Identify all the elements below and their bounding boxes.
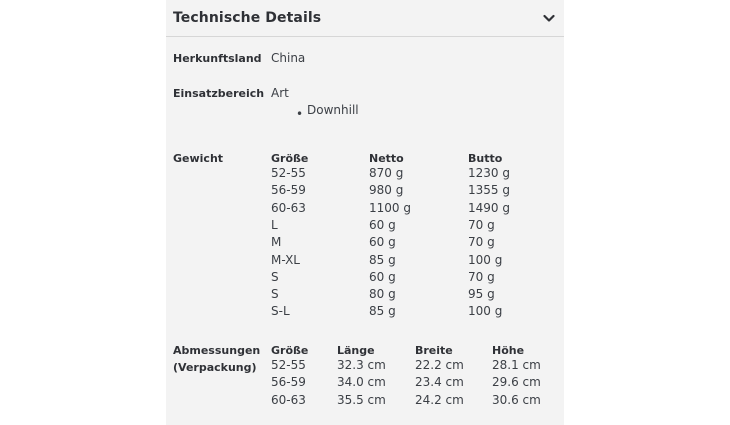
table-cell: 35.5 cm — [337, 392, 386, 407]
table-cell: 22.2 cm — [415, 358, 464, 372]
dimensions-sublabel: (Verpackung) — [173, 361, 257, 374]
table-header-cell: Länge — [337, 344, 375, 357]
table-cell: 52-55 — [271, 166, 306, 180]
table-cell: 52-55 — [271, 358, 306, 372]
table-header-cell: Größe — [271, 152, 309, 165]
table-cell: S-L — [271, 304, 290, 319]
section-title: Technische Details — [173, 10, 322, 26]
table-cell: 1100 g — [369, 200, 411, 215]
table-cell: 980 g — [369, 183, 404, 198]
table-header-cell: Größe — [271, 344, 309, 357]
technical-details-panel — [166, 0, 564, 425]
table-cell: 29.6 cm — [492, 375, 541, 390]
table-cell: 100 g — [468, 304, 503, 319]
table-cell: 1355 g — [468, 183, 510, 198]
table-cell: L — [271, 217, 278, 232]
table-cell: 30.6 cm — [492, 392, 541, 407]
table-cell: 1490 g — [468, 200, 510, 215]
usage-value: Art — [271, 86, 289, 100]
technical-details-header[interactable] — [166, 0, 564, 37]
table-cell: 85 g — [369, 304, 396, 319]
table-cell: 80 g — [369, 287, 396, 302]
usage-label: Einsatzbereich — [173, 87, 265, 100]
table-cell: 70 g — [468, 235, 495, 250]
table-cell: 24.2 cm — [415, 392, 464, 407]
table-cell: 23.4 cm — [415, 375, 464, 390]
table-header-cell: Butto — [468, 152, 503, 165]
table-cell: 100 g — [468, 252, 503, 267]
table-cell: 60-63 — [271, 392, 306, 407]
origin-value: China — [271, 51, 306, 65]
table-cell: 85 g — [369, 252, 396, 267]
chevron-down-icon[interactable] — [543, 14, 555, 23]
table-cell: 28.1 cm — [492, 358, 541, 372]
table-cell: 60 g — [369, 217, 396, 232]
table-cell: 56-59 — [271, 183, 306, 198]
table-header-cell: Breite — [415, 344, 453, 357]
table-cell: 870 g — [369, 166, 404, 180]
table-cell: S — [271, 269, 279, 284]
weight-label: Gewicht — [173, 152, 224, 165]
dimensions-label: Abmessungen — [173, 344, 261, 357]
table-cell: 56-59 — [271, 375, 306, 390]
table-cell: 60 g — [369, 269, 396, 284]
table-cell: 32.3 cm — [337, 358, 386, 372]
table-cell: 70 g — [468, 217, 495, 232]
table-header-cell: Höhe — [492, 344, 525, 357]
table-cell: 1230 g — [468, 166, 510, 180]
usage-item: Downhill — [307, 103, 359, 117]
table-cell: 60 g — [369, 235, 396, 250]
table-cell: M — [271, 235, 282, 250]
table-cell: 70 g — [468, 269, 495, 284]
origin-label: Herkunftsland — [173, 52, 262, 65]
table-cell: 34.0 cm — [337, 375, 386, 390]
table-header-cell: Netto — [369, 152, 404, 165]
table-cell: S — [271, 287, 279, 302]
bullet-icon: • — [296, 107, 304, 121]
table-cell: M-XL — [271, 252, 300, 267]
table-cell: 60-63 — [271, 200, 306, 215]
table-cell: 95 g — [468, 287, 495, 302]
